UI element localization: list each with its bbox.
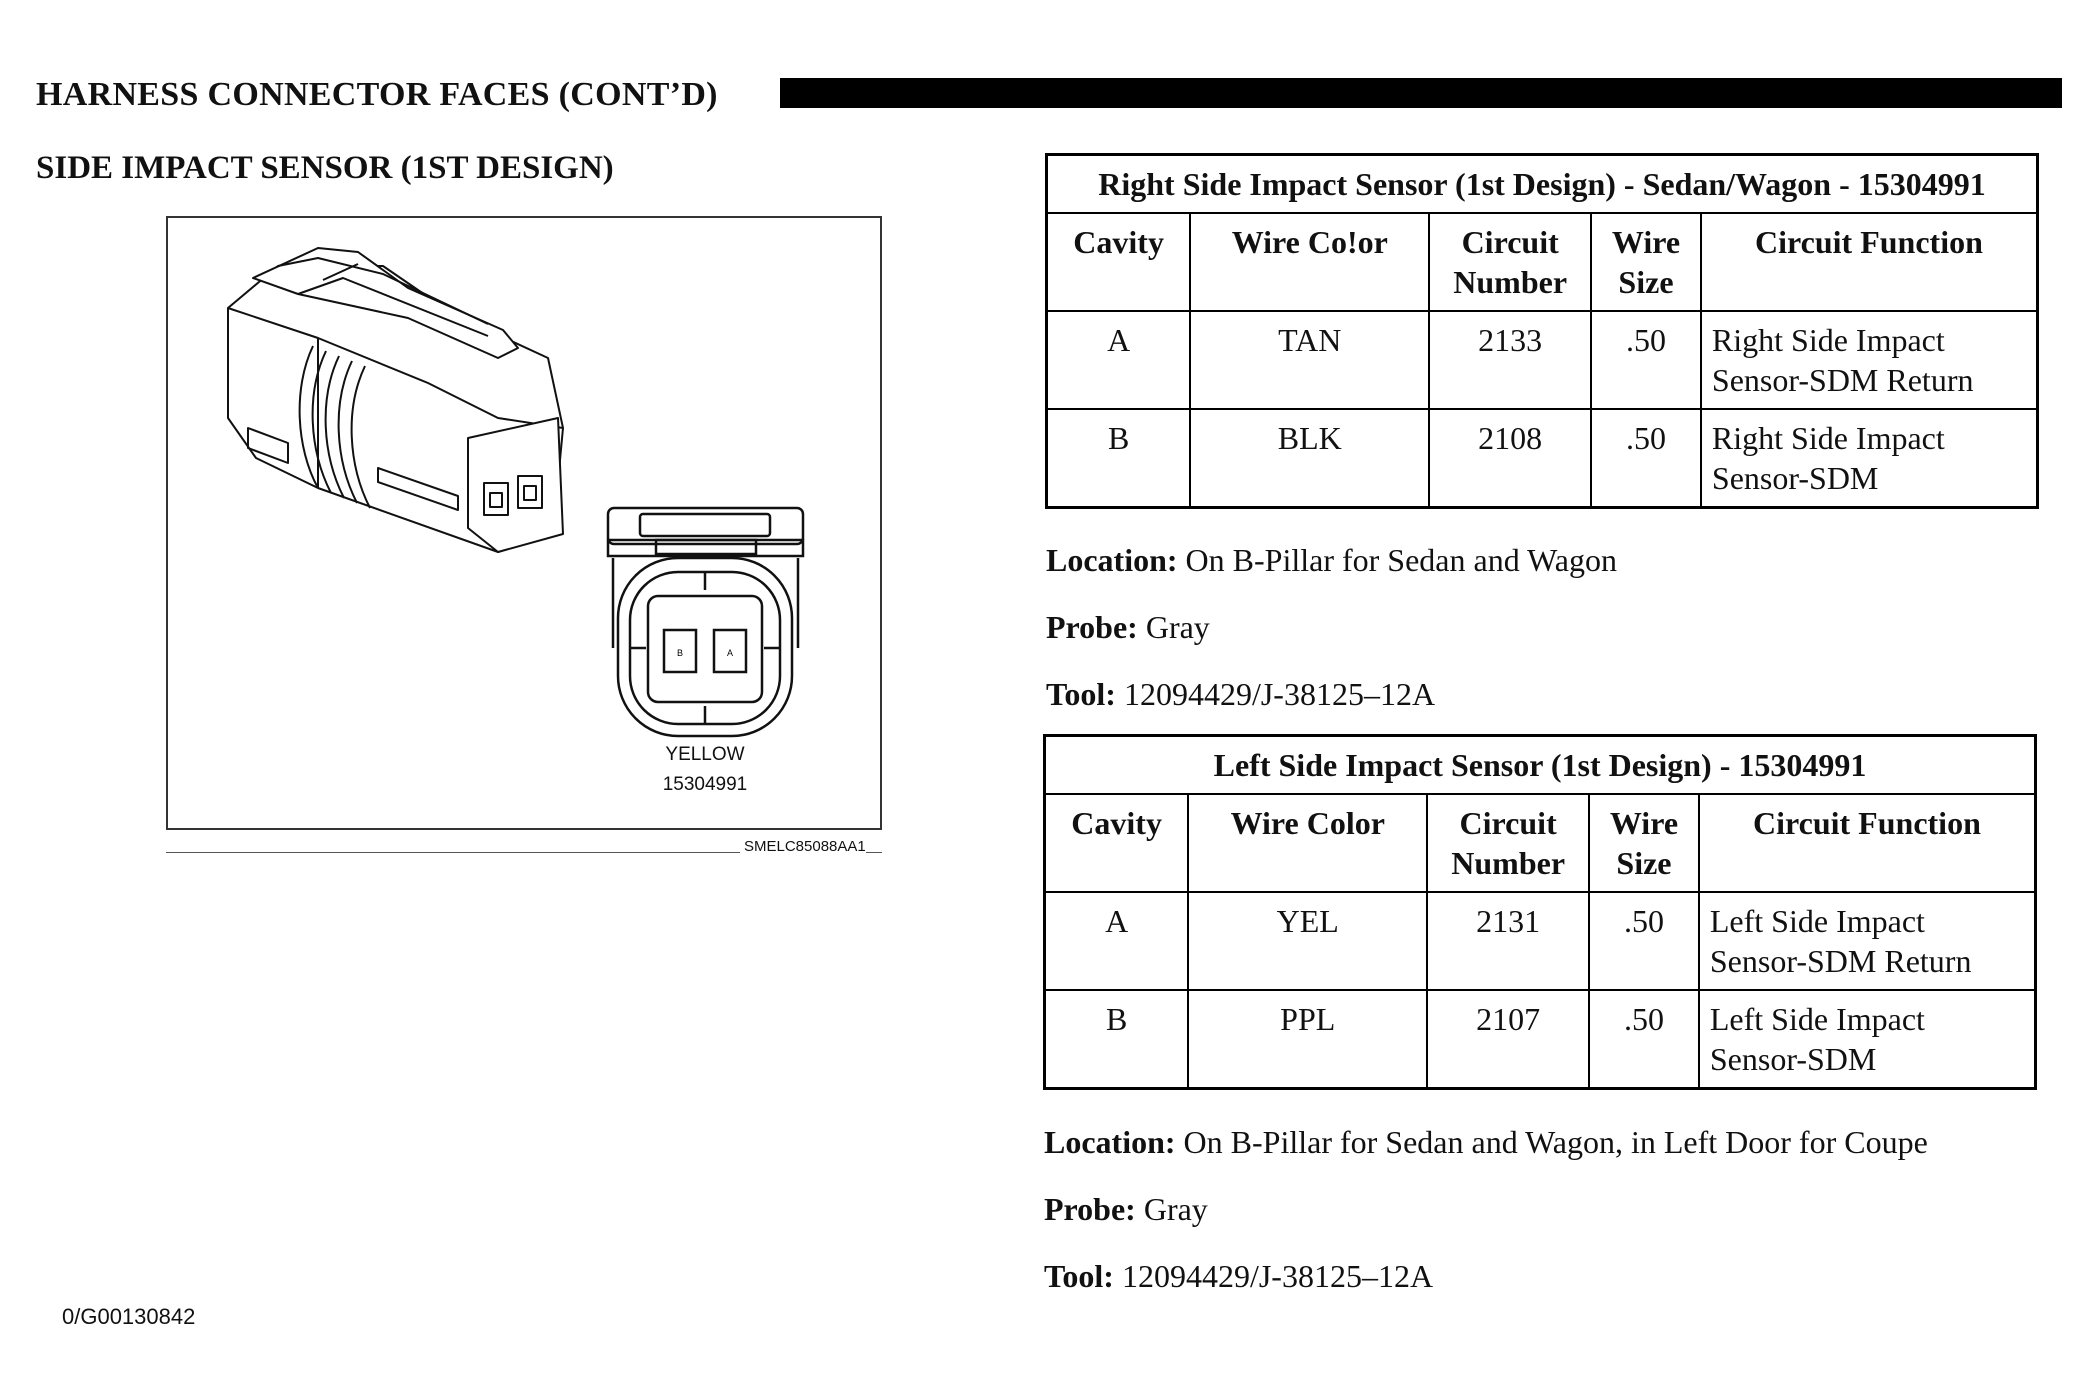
left-tool — [1044, 1258, 1433, 1295]
circuit-number-cell: 2107 — [1427, 990, 1589, 1088]
wire-color-cell: BLK — [1190, 409, 1429, 507]
table-row — [1045, 990, 2036, 1088]
probe-label: Probe: — [1046, 609, 1138, 645]
header-circuit-number: Circuit Number — [1427, 794, 1589, 892]
connector-figure — [166, 216, 882, 830]
header-wire-color: Wire Color — [1188, 794, 1427, 892]
right-sensor-table — [1045, 153, 2039, 509]
wire-color-cell: TAN — [1190, 311, 1429, 409]
circuit-number-cell: 2108 — [1429, 409, 1591, 507]
table-row — [1047, 311, 2038, 409]
wire-size-cell: .50 — [1591, 311, 1701, 409]
cavity-cell: A — [1045, 892, 1189, 990]
tool-value: 12094429/J-38125–12A — [1123, 676, 1436, 712]
circuit-function-cell: Left Side Impact Sensor-SDM Return — [1699, 892, 2036, 990]
right-table-title: Right Side Impact Sensor (1st Design) - Sedan/Wagon - 15304991 — [1047, 155, 2038, 214]
header-cavity: Cavity — [1047, 213, 1191, 311]
probe-value: Gray — [1143, 1191, 1208, 1227]
wire-size-cell: .50 — [1591, 409, 1701, 507]
tool-label: Tool: — [1044, 1258, 1114, 1294]
probe-value: Gray — [1145, 609, 1210, 645]
left-probe — [1044, 1191, 1208, 1228]
figure-id: SMELC85088AA1 — [740, 838, 866, 855]
right-location — [1046, 542, 1617, 579]
connector-color-label: YELLOW — [665, 744, 745, 765]
document-id: 0/G00130842 — [62, 1304, 196, 1329]
table-row — [1045, 892, 2036, 990]
table-row — [1047, 409, 2038, 507]
circuit-number-cell: 2133 — [1429, 311, 1591, 409]
left-sensor-table — [1043, 734, 2037, 1090]
cavity-cell: B — [1047, 409, 1191, 507]
header-cavity: Cavity — [1045, 794, 1189, 892]
left-location — [1044, 1124, 1928, 1161]
left-table-title: Left Side Impact Sensor (1st Design) - 15304991 — [1045, 736, 2036, 795]
tool-value: 12094429/J-38125–12A — [1121, 1258, 1434, 1294]
tool-label: Tool: — [1046, 676, 1116, 712]
circuit-number-cell: 2131 — [1427, 892, 1589, 990]
location-label: Location: — [1044, 1124, 1176, 1160]
cavity-label-a: A — [726, 648, 734, 658]
header-circuit-function: Circuit Function — [1701, 213, 2038, 311]
location-label: Location: — [1046, 542, 1178, 578]
location-value: On B-Pillar for Sedan and Wagon, in Left Door for Coupe — [1183, 1124, 1928, 1160]
section-title: SIDE IMPACT SENSOR (1ST DESIGN) — [36, 150, 614, 186]
right-probe — [1046, 609, 1210, 646]
probe-label: Probe: — [1044, 1191, 1136, 1227]
header-circuit-function: Circuit Function — [1699, 794, 2036, 892]
page-header-title: HARNESS CONNECTOR FACES (CONT’D) — [36, 76, 718, 113]
wire-size-cell: .50 — [1589, 892, 1699, 990]
cavity-cell: B — [1045, 990, 1189, 1088]
header-wire-size: Wire Size — [1589, 794, 1699, 892]
location-value: On B-Pillar for Sedan and Wagon — [1185, 542, 1617, 578]
wire-size-cell: .50 — [1589, 990, 1699, 1088]
connector-part-label: 15304991 — [662, 774, 748, 795]
circuit-function-cell: Left Side Impact Sensor-SDM — [1699, 990, 2036, 1088]
header-circuit-number: Circuit Number — [1429, 213, 1591, 311]
cavity-label-b: B — [676, 648, 684, 658]
right-tool — [1046, 676, 1435, 713]
wire-color-cell: YEL — [1188, 892, 1427, 990]
connector-illustration — [168, 218, 884, 832]
header-wire-size: Wire Size — [1591, 213, 1701, 311]
header-wire-color: Wire Co!or — [1190, 213, 1429, 311]
wire-color-cell: PPL — [1188, 990, 1427, 1088]
circuit-function-cell: Right Side Impact Sensor-SDM — [1701, 409, 2038, 507]
cavity-cell: A — [1047, 311, 1191, 409]
header-rule-bar — [780, 78, 2062, 108]
circuit-function-cell: Right Side Impact Sensor-SDM Return — [1701, 311, 2038, 409]
